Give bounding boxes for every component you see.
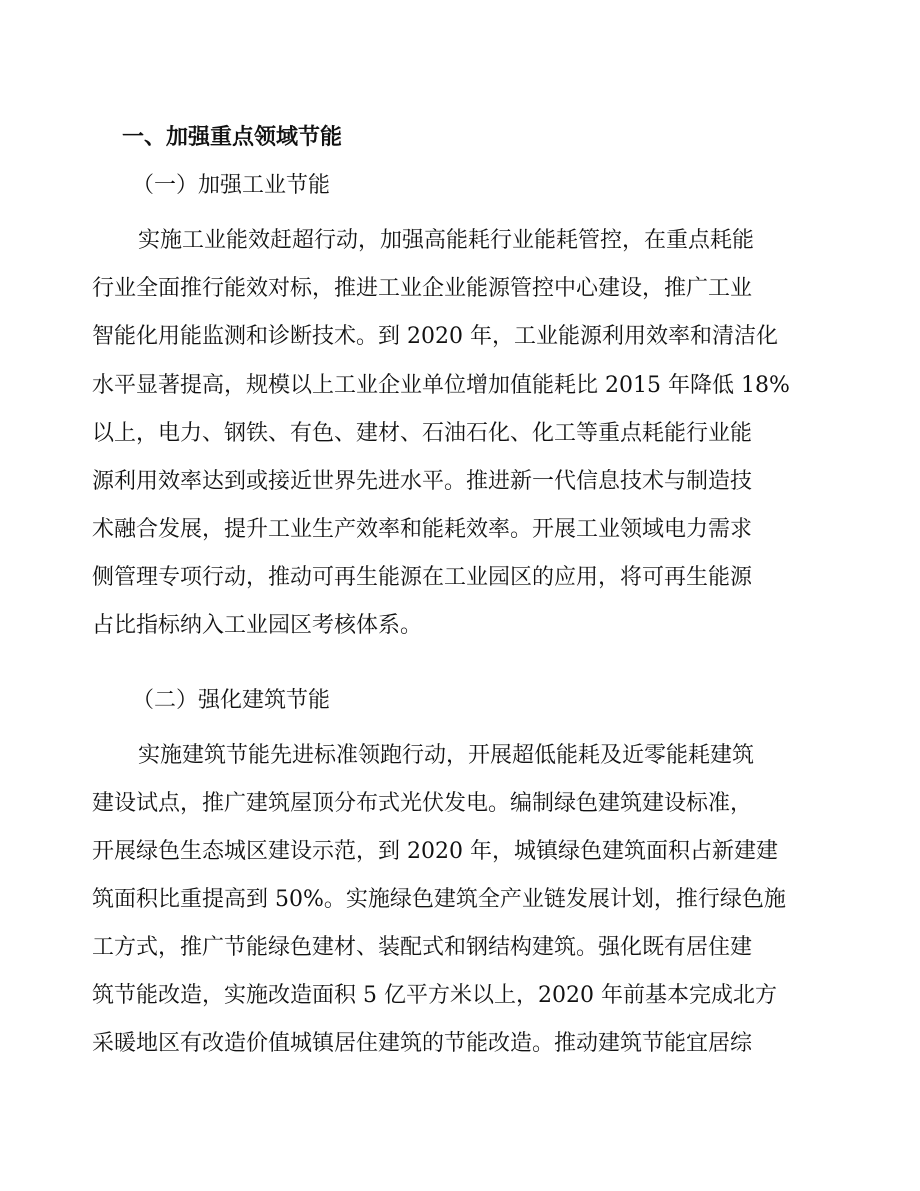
paragraph-line: 开展绿色生态城区建设示范，到 2020 年，城镇绿色建筑面积占新建建	[92, 839, 778, 864]
subsection-title-industry: （一）加强工业节能	[132, 173, 331, 198]
paragraph-line: 实施建筑节能先进标准领跑行动，开展超低能耗及近零能耗建筑	[138, 743, 755, 768]
paragraph-line: 术融合发展，提升工业生产效率和能耗效率。开展工业领域电力需求	[92, 517, 753, 542]
paragraph-line: 水平显著提高，规模以上工业企业单位增加值能耗比 2015 年降低 18%	[92, 373, 790, 398]
paragraph-line: 源利用效率达到或接近世界先进水平。推进新一代信息技术与制造技	[92, 469, 753, 494]
paragraph-line: 侧管理专项行动，推动可再生能源在工业园区的应用，将可再生能源	[92, 565, 753, 590]
paragraph-line: 筑面积比重提高到 50%。实施绿色建筑全产业链发展计划，推行绿色施	[92, 887, 786, 912]
paragraph-line: 采暖地区有改造价值城镇居住建筑的节能改造。推动建筑节能宜居综	[92, 1031, 753, 1056]
subsection-title-building: （二）强化建筑节能	[132, 688, 331, 713]
paragraph-line: 智能化用能监测和诊断技术。到 2020 年，工业能源利用效率和清洁化	[92, 324, 778, 349]
paragraph-line: 筑节能改造，实施改造面积 5 亿平方米以上，2020 年前基本完成北方	[92, 983, 777, 1008]
paragraph-line: 占比指标纳入工业园区考核体系。	[92, 613, 423, 638]
paragraph-line: 实施工业能效赶超行动，加强高能耗行业能耗管控，在重点耗能	[138, 228, 755, 253]
section-heading: 一、加强重点领域节能	[122, 124, 343, 150]
paragraph-line: 建设试点，推广建筑屋顶分布式光伏发电。编制绿色建筑建设标准，	[92, 791, 753, 816]
paragraph-line: 以上，电力、钢铁、有色、建材、石油石化、化工等重点耗能行业能	[92, 421, 753, 446]
paragraph-line: 工方式，推广节能绿色建材、装配式和钢结构建筑。强化既有居住建	[92, 935, 753, 960]
paragraph-line: 行业全面推行能效对标，推进工业企业能源管控中心建设，推广工业	[92, 276, 753, 301]
